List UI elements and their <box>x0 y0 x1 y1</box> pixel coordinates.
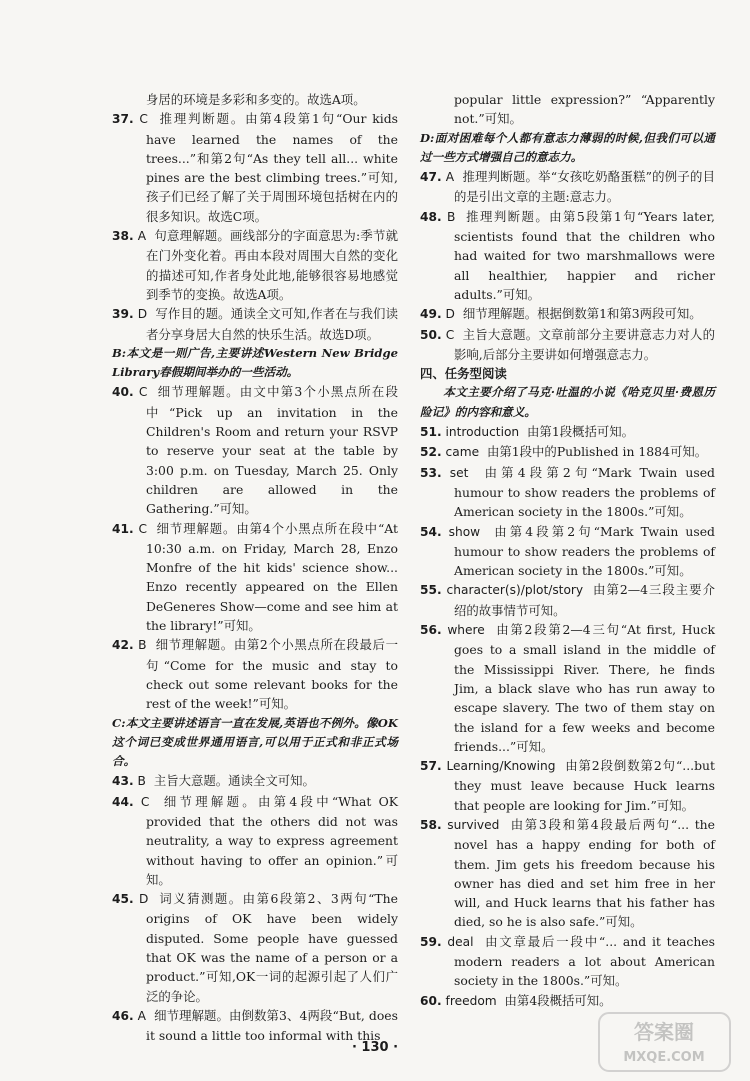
explanation-text: 由第2—4三段主要介绍的故事情节可知。 <box>454 582 715 618</box>
answer-item <box>420 991 715 1011</box>
explanation-text: 细节理解题。由第2个小黑点所在段最后一句“Come for the music and stay to check out some relevant books for the rest of the week!”可知。 <box>146 637 398 712</box>
answer-choice: C <box>139 112 148 127</box>
section-heading: 四、任务型阅读 <box>420 366 507 382</box>
explanation-text: 写作目的题。通读全文可知,作者在与我们读者分享身居大自然的快乐生活。故选D项。 <box>146 306 398 342</box>
explanation-text: 由第4段概括可知。 <box>504 992 612 1008</box>
answer-choice: B <box>137 774 146 789</box>
question-number: 54. <box>420 524 442 539</box>
answer-item <box>420 463 715 522</box>
answer-item <box>420 580 715 620</box>
answer-choice: came <box>445 445 480 460</box>
question-number: 44. <box>112 794 134 809</box>
left-column <box>112 90 398 1046</box>
question-number: 49. <box>420 307 442 322</box>
question-number: 59. <box>420 934 442 949</box>
answer-item <box>420 207 715 304</box>
question-number: 42. <box>112 638 134 653</box>
answer-item <box>112 635 398 713</box>
question-number: 39. <box>112 307 134 322</box>
question-number: 37. <box>112 112 134 127</box>
answer-choice: freedom <box>445 993 497 1008</box>
explanation-text: 由第1段中的Published in 1884可知。 <box>486 444 708 460</box>
explanation-text: 由第2段倒数第2句“...but they must leave because Huck learns that people are looking for Jim.”可知。 <box>454 758 715 813</box>
answer-item <box>112 889 398 1006</box>
watermark-line2: MXQE.COM <box>623 1050 705 1065</box>
explanation-text: 细节理解题。由第4段中“What OK provided that the others did not was neutrality, a way to express agreement without having to offer an opinion.”可知。 <box>146 793 398 887</box>
question-number: 51. <box>420 425 442 440</box>
question-number: 45. <box>112 892 134 907</box>
answer-choice: Learning/Knowing <box>446 759 556 774</box>
question-number: 41. <box>112 521 134 536</box>
explanation-text: 推理判断题。由第5段第1句“Years later, scientists found that the children who had waited for two marshmallows were all healthier, happier and richer adults.”可知。 <box>454 208 715 302</box>
answer-choice: C <box>140 794 150 809</box>
answer-item <box>112 771 398 791</box>
answer-item <box>112 109 398 226</box>
question-number: 52. <box>420 445 442 460</box>
answer-choice: deal <box>447 934 474 949</box>
answer-choice: A <box>445 170 455 185</box>
explanation-text: 细节理解题。由倒数第3、4两段“But, does it sound a little too informal with this <box>146 1007 398 1044</box>
answer-item <box>112 792 398 889</box>
answer-choice: character(s)/plot/story <box>446 583 584 598</box>
continued-text: 身居的环境是多彩和多变的。故选A项。 <box>146 92 366 107</box>
answer-choice: A <box>137 229 147 244</box>
answer-choice: introduction <box>445 425 520 440</box>
answer-item <box>420 932 715 991</box>
answer-choice: set <box>449 465 469 480</box>
explanation-text: 由第2段第2—4三句“At first, Huck goes to a small island in the middle of the Mississippi River. There, he finds Jim, a black slave who has run away to escape slavery. The two of them stay on the island for a few weeks and become friends...”可知。 <box>454 622 715 754</box>
explanation-text: 由第4段第2句“Mark Twain used humour to show readers the problems of American society in the 1800s.”可知。 <box>454 523 715 579</box>
answer-item <box>112 382 398 518</box>
answer-choice: B <box>138 638 147 653</box>
passage-summary: B:本文是一则广告,主要讲述Western New Bridge Library春假期间举办的一些活动。 <box>112 345 398 380</box>
explanation-text: 由第1段概括可知。 <box>527 424 635 440</box>
explanation-text: 主旨大意题。文章前部分主要讲意志力对人的影响,后部分主要讲如何增强意志力。 <box>454 326 715 362</box>
passage-summary: 本文主要介绍了马克·吐温的小说《哈克贝里·费恩历险记》的内容和意义。 <box>420 385 715 419</box>
answer-item <box>112 304 398 344</box>
explanation-text: 细节理解题。由文中第3个小黑点所在段中“Pick up an invitation in the Children's Room and return your RSVP to reserve your seat at the table by 3:00 p.m. on Tuesday, March 25. Only children are allowed in the Gathering.”可知。 <box>146 384 398 517</box>
right-column <box>420 90 715 1011</box>
answer-choice: D <box>445 307 455 322</box>
question-number: 46. <box>112 1008 134 1023</box>
answer-item <box>112 519 398 636</box>
question-number: 55. <box>420 583 442 598</box>
answer-choice: C <box>138 521 147 536</box>
answer-choice: D <box>137 307 148 322</box>
question-number: 47. <box>420 170 442 185</box>
answer-choice: D <box>139 892 149 907</box>
explanation-text: 推理判断题。举“女孩吃奶酪蛋糕”的例子的目的是引出文章的主题:意志力。 <box>454 169 715 205</box>
answer-item <box>112 226 398 304</box>
explanation-text: 推理判断题。由第4段第1句“Our kids have learned the names of the trees...”和第2句“As they tell all... white pines are the best climbing trees.”可知,孩子们已经了解了关于周围环境包括树在内的很多知识。故选C项。 <box>146 111 398 224</box>
question-number: 48. <box>420 209 442 224</box>
answer-choice: show <box>448 524 481 539</box>
answer-item <box>420 522 715 581</box>
answer-item <box>420 756 715 815</box>
answer-choice: C <box>445 327 455 342</box>
answer-item <box>420 167 715 207</box>
explanation-text: 由文章最后一段中“... and it teaches modern readers a lot about American society in the 1800s.”可知。 <box>454 933 715 989</box>
answer-choice: where <box>447 623 485 638</box>
watermark-logo <box>597 1011 732 1073</box>
answer-item <box>420 620 715 756</box>
explanation-text: 句意理解题。画线部分的字面意思为:季节就在门外变化着。再由本段对周围大自然的变化的描述可知,作者身处此地,能够很容易地感觉到季节的变换。故选A项。 <box>146 228 398 302</box>
answer-item <box>420 304 715 324</box>
question-number: 40. <box>112 385 134 400</box>
question-number: 43. <box>112 774 134 789</box>
explanation-text: 细节理解题。根据倒数第1和第3两段可知。 <box>462 306 702 322</box>
question-number: 57. <box>420 759 442 774</box>
continued-text: popular little expression?” “Apparently not.”可知。 <box>454 92 715 127</box>
question-number: 53. <box>420 465 442 480</box>
answer-item <box>420 325 715 365</box>
question-number: 56. <box>420 623 442 638</box>
question-number: 60. <box>420 993 442 1008</box>
answer-item <box>420 442 715 462</box>
answer-choice: survived <box>447 817 500 832</box>
passage-summary: D:面对困难每个人都有意志力薄弱的时候,但我们可以通过一些方式增强自己的意志力。 <box>420 130 715 164</box>
question-number: 38. <box>112 229 134 244</box>
answer-choice: A <box>137 1008 146 1023</box>
answer-choice: C <box>138 385 148 400</box>
question-number: 50. <box>420 327 442 342</box>
answer-item <box>420 422 715 442</box>
explanation-text: 由第4段第2句“Mark Twain used humour to show readers the problems of American society in the 1800s.”可知。 <box>454 464 715 520</box>
explanation-text: 词义猜测题。由第6段第2、3两句“The origins of OK have been widely disputed. Some people have guessed that OK was the name of a person or a product.”可知,OK一词的起源引起了人们广泛的争论。 <box>146 891 398 1004</box>
passage-summary: C:本文主要讲述语言一直在发展,英语也不例外。像OK这个词已变成世界通用语言,可以用于正式和非正式场合。 <box>112 715 398 769</box>
answer-choice: B <box>446 209 456 224</box>
explanation-text: 主旨大意题。通读全文可知。 <box>153 773 315 789</box>
answer-item <box>420 815 715 932</box>
explanation-text: 细节理解题。由第4个小黑点所在段中“At 10:30 a.m. on Friday, March 28, Enzo Monfre of the hit kids' science show... Enzo recently appeared on the Ellen DeGeneres Show—come and see him at the library!”可知。 <box>146 520 398 634</box>
explanation-text: 由第3段和第4段最后两句“... the novel has a happy ending for both of them. Jim gets his freedom because his owner has died and set him free in her will, and Huck learns that his father has died, so he is also safe.”可知。 <box>454 816 715 930</box>
page-number: · 130 · <box>351 1040 399 1055</box>
watermark-line1: 答案圈 <box>634 1020 694 1044</box>
question-number: 58. <box>420 817 442 832</box>
